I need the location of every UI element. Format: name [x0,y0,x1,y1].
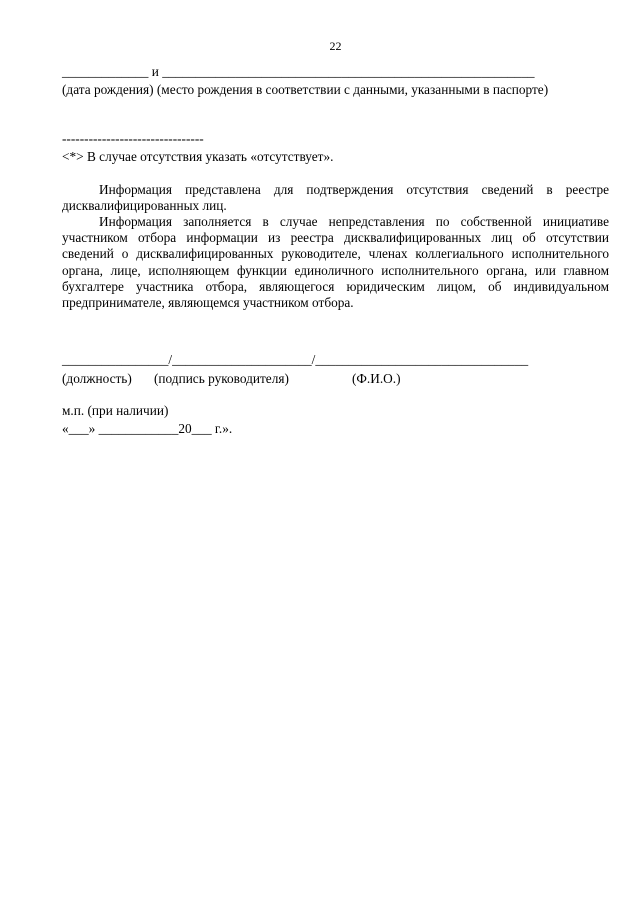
footnote: <*> В случае отсутствия указать «отсутствует». [62,149,334,164]
paragraph-info-presented: Информация представлена для подтверждения отсутствия сведений в реестре дисквалифицированных лиц. [62,182,609,214]
footnote-separator: -------------------------------- [62,131,204,146]
date-line: «___» ____________20___ г.». [62,421,233,436]
signature-label: (подпись руководителя) [154,371,289,386]
signature-labels [62,371,609,387]
position-label: (должность) [62,371,132,386]
signature-line: ________________/_____________________/________________________________ [62,352,529,367]
birth-caption: (дата рождения) (место рождения в соответствии с данными, указанными в паспорте) [62,82,549,97]
birth-line: _____________ и ________________________________________________________ [62,64,535,79]
name-label: (Ф.И.О.) [352,371,401,386]
paragraph-info-filled: Информация заполняется в случае непредставления по собственной инициативе участником отбора информации из реестра дисквалифицированных лиц об отсутствии сведений о дисквалифицированных руководителе, членах коллегиального исполнительного органа, лице, исполняющем функции единоличного исполнительного органа, или главном бухгалтере участника отбора, являющегося юридическим лицом, об индивидуальном предпринимателе, являющемся участником отбора. [62,214,609,311]
page-number: 22 [329,39,342,53]
stamp-note: м.п. (при наличии) [62,403,169,418]
